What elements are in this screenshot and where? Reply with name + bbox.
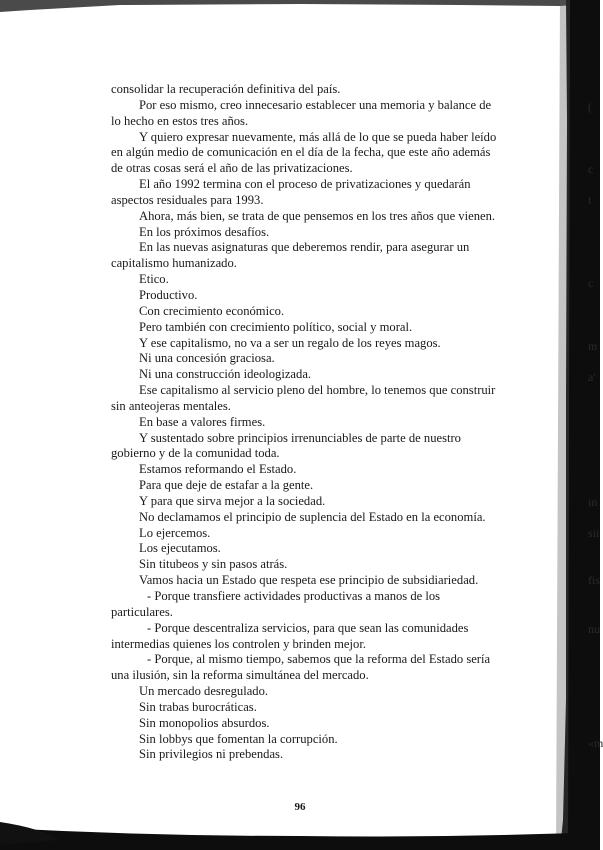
text-line: aspectos residuales para 1993. <box>111 192 264 207</box>
margin-fragment: in <box>588 495 598 509</box>
text-line: gobierno y de la comunidad toda. <box>111 446 280 461</box>
text-line: consolidar la recuperación definitiva del país. <box>111 82 341 96</box>
text-line: Estamos reformando el Estado. <box>139 462 297 477</box>
text-line: sin anteojeras mentales. <box>111 398 231 413</box>
text-line: en algún medio de comunicación en el día de la fecha, que este año además <box>111 145 491 160</box>
text-line: particulares. <box>111 604 173 619</box>
text-line: Y sustentado sobre principios irrenunciables de parte de nuestro <box>139 430 461 445</box>
margin-fragment: ( <box>588 100 592 114</box>
margin-fragment: a' <box>588 370 596 384</box>
margin-fragment: fis <box>588 573 600 587</box>
text-line: Y para que sirva mejor a la sociedad. <box>139 493 326 508</box>
margin-fragment: m <box>588 339 598 353</box>
text-line: intermedias quienes los controlen y brinden mejor. <box>111 636 366 651</box>
margin-fragment: nu <box>588 622 600 636</box>
text-line: El año 1992 termina con el proceso de privatizaciones y quedarán <box>139 177 471 192</box>
text-line: Y quiero expresar nuevamente, más allá de lo que se pueda haber leído <box>139 129 497 144</box>
text-line: Pero también con crecimiento político, social y moral. <box>139 319 413 334</box>
text-line: Un mercado desregulado. <box>139 684 269 699</box>
text-line: Ni una concesión graciosa. <box>139 351 275 366</box>
text-line: Sin lobbys que fomentan la corrupción. <box>139 731 338 746</box>
margin-fragment: c <box>588 276 594 290</box>
text-line: Y ese capitalismo, no va a ser un regalo de los reyes magos. <box>139 335 441 350</box>
text-line: - Porque transfiere actividades productivas a manos de los <box>147 589 441 603</box>
text-line: una ilusión, sin la reforma simultánea del mercado. <box>111 668 369 683</box>
text-line: Los ejecutamos. <box>139 541 221 556</box>
margin-fragment: c <box>588 162 594 176</box>
text-line: Vamos hacia un Estado que respeta ese principio de subsidiariedad. <box>139 573 479 588</box>
text-line: Productivo. <box>139 287 198 302</box>
text-line: Con crecimiento económico. <box>139 303 285 318</box>
text-line: Etico. <box>139 272 169 287</box>
right-binding-gradient <box>556 0 570 850</box>
text-line: Sin privilegios ni prebendas. <box>139 747 284 762</box>
text-line: Ese capitalismo al servicio pleno del hombre, lo tenemos que construir <box>139 383 496 398</box>
margin-fragment: «m <box>588 736 603 750</box>
text-line: Ahora, más bien, se trata de que pensemos en los tres años que vienen. <box>139 208 496 223</box>
text-line: de otras cosas será el año de las privatizaciones. <box>111 161 353 176</box>
text-line: lo hecho en estos tres años. <box>111 113 249 128</box>
text-line: - Porque descentraliza servicios, para que sean las comunidades <box>147 620 469 635</box>
margin-fragment: sii <box>588 526 600 540</box>
text-line: Sin trabas burocráticas. <box>139 699 257 714</box>
text-line: Para que deje de estafar a la gente. <box>139 478 314 493</box>
text-line: No declamamos el principio de suplencia del Estado en la economía. <box>139 509 486 524</box>
text-line: Sin titubeos y sin pasos atrás. <box>139 557 288 572</box>
text-line: En base a valores firmes. <box>139 414 266 429</box>
top-smudge <box>0 0 600 12</box>
text-line: Ni una construcción ideologizada. <box>139 367 312 382</box>
text-line: - Porque, al mismo tiempo, sabemos que la reforma del Estado sería <box>147 652 491 667</box>
text-line: En los próximos desafíos. <box>139 224 270 239</box>
body-text <box>111 82 541 763</box>
text-line: En las nuevas asignaturas que deberemos rendir, para asegurar un <box>139 240 470 255</box>
text-line: Por eso mismo, creo innecesario establecer una memoria y balance de <box>139 97 492 112</box>
text-line: capitalismo humanizado. <box>111 256 237 271</box>
page-number: 96 <box>294 801 306 813</box>
margin-fragment: t <box>588 193 592 207</box>
bottom-binding-shadow <box>0 828 600 850</box>
text-line: Lo ejercemos. <box>139 525 211 540</box>
text-line: Sin monopolios absurdos. <box>139 715 270 730</box>
